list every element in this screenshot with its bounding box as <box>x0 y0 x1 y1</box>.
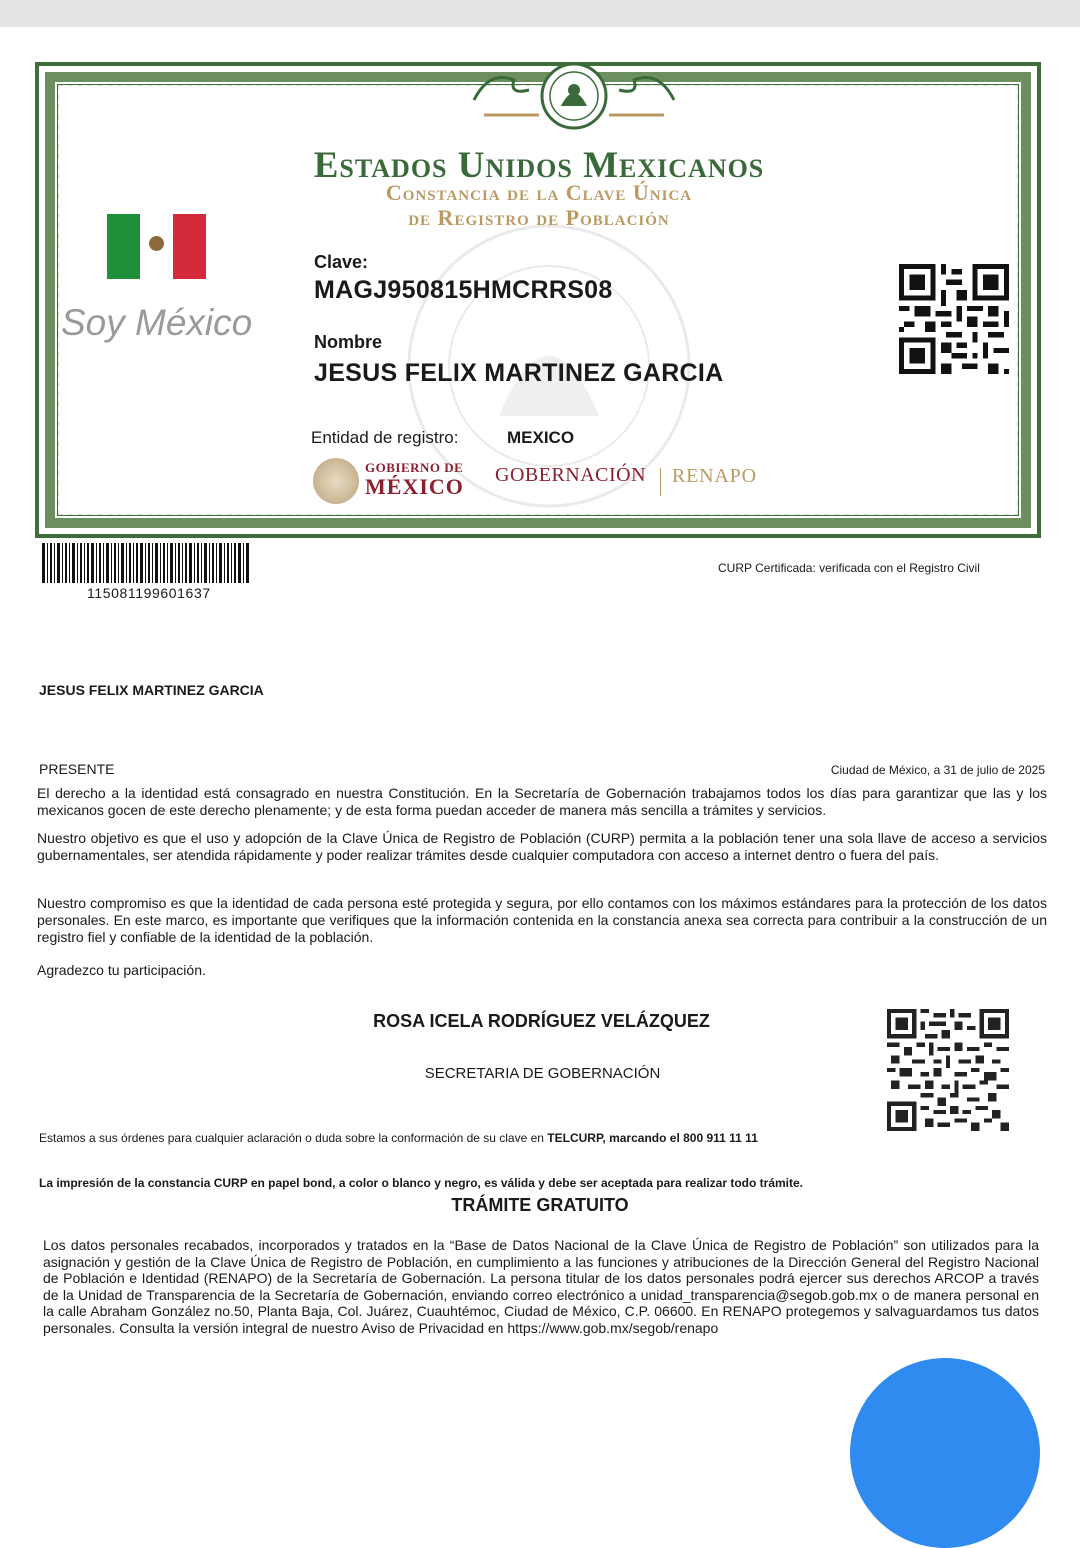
signer-title: SECRETARIA DE GOBERNACIÓN <box>424 1065 661 1082</box>
gobierno-seal-icon <box>313 458 359 504</box>
gobierno-logo-line-1: GOBIERNO DE <box>365 460 464 475</box>
letter-paragraph-3: Nuestro compromiso es que la identidad de cada persona esté protegida y segura, por ello contamos con los máximos estándares para la protección de los datos personales. En este marco, es importante que verifiques que la información contenida en la constancia anexa sea correcta para contribuir a la construcción de un registro fiel y confiable de la identidad de la población. <box>37 895 1047 945</box>
floating-action-button[interactable] <box>850 1358 1040 1548</box>
print-validity-note: La impresión de la constancia CURP en papel bond, a color o blanco y negro, es válida y debe ser aceptada para realizar todo trámite. <box>39 1176 804 1190</box>
telcurp-note: Estamos a sus órdenes para cualquier aclaración o duda sobre la conformación de su clave en TELCURP, marcando el 800 911 11 11 <box>39 1131 758 1145</box>
letter-paragraph-1: El derecho a la identidad está consagrado en nuestra Constitución. En la Secretaría de Gobernación trabajamos todos los días para garantizar que las y los mexicanos gocen de este derecho plenamente; y de esta forma puedan acceder de manera más sencilla a trámites y servicios. <box>37 785 1047 818</box>
document-subtitle-2: de Registro de Población <box>408 205 670 230</box>
presente-label: PRESENTE <box>39 761 115 777</box>
gobernacion-logo: GOBERNACIÓN <box>495 464 647 486</box>
mexican-flag-icon <box>107 214 206 279</box>
signature-qr-code-icon <box>887 1009 1009 1131</box>
soy-mexico-logo: Soy México <box>61 302 253 343</box>
letter-closing: Agradezco tu participación. <box>37 962 206 978</box>
letter-date: Ciudad de México, a 31 de julio de 2025 <box>830 763 1045 777</box>
letter-paragraph-2: Nuestro objetivo es que el uso y adopción de la Clave Única de Registro de Población (CURP) permita a la población tener una sola llave de acceso a servicios gubernamentales, ser atendida rápidamente y poder realizar trámites desde cualquier computadora con acceso a internet dentro o fuera del país. <box>37 830 1047 863</box>
privacy-notice: Los datos personales recabados, incorporados y tratados en la “Base de Datos Nacional de la Clave Única de Registro de Población” son utilizados para la asignación y gestión de la Clave Única de Registro de Población, en cumplimiento a las funciones y atribuciones de la Dirección General del Registro Nacional de Población e Identidad (RENAPO) de la Secretaría de Gobernación. La persona titular de los datos personales podrá ejercer sus derechos ARCOP a través de la Unidad de Transparencia de la Secretaría de Gobernación, enviando correo electrónico a unidad_transparencia@segob.gob.mx o de manera personal en la calle Abraham González no.50, Planta Baja, Col. Juárez, Cuauhtémoc, Ciudad de México, C.P. 06600. En RENAPO protegemos y salvaguardamos tus datos personales. Consulta la versión integral de nuestro Aviso de Privacidad en https://www.gob.mx/segob/renapo <box>43 1237 1039 1336</box>
signer-name: ROSA ICELA RODRÍGUEZ VELÁZQUEZ <box>373 1011 710 1031</box>
document-title: Estados Unidos Mexicanos <box>313 145 765 186</box>
document-subtitle-1: Constancia de la Clave Única <box>385 180 693 205</box>
curp-certificate <box>35 62 1041 538</box>
barcode-icon <box>42 543 250 583</box>
barcode-number: 115081199601637 <box>87 585 211 601</box>
tramite-gratuito-heading: TRÁMITE GRATUITO <box>451 1195 629 1215</box>
curp-certification-note: CURP Certificada: verificada con el Registro Civil <box>718 561 980 575</box>
qr-code-icon <box>899 264 1009 374</box>
national-seal-icon <box>469 60 679 132</box>
gobierno-logo-line-2: MÉXICO <box>365 474 464 499</box>
clave-label: Clave: <box>314 252 369 272</box>
nombre-label: Nombre <box>314 332 383 352</box>
clave-value: MAGJ950815HMCRRS08 <box>314 276 613 304</box>
entidad-value: MEXICO <box>507 428 575 447</box>
entidad-label: Entidad de registro: <box>311 428 459 447</box>
top-status-bar <box>0 0 1080 27</box>
renapo-logo: RENAPO <box>672 465 757 487</box>
recipient-name: JESUS FELIX MARTINEZ GARCIA <box>39 682 264 698</box>
nombre-value: JESUS FELIX MARTINEZ GARCIA <box>314 359 724 387</box>
telcurp-phone: TELCURP, marcando el 800 911 11 11 <box>547 1131 758 1145</box>
